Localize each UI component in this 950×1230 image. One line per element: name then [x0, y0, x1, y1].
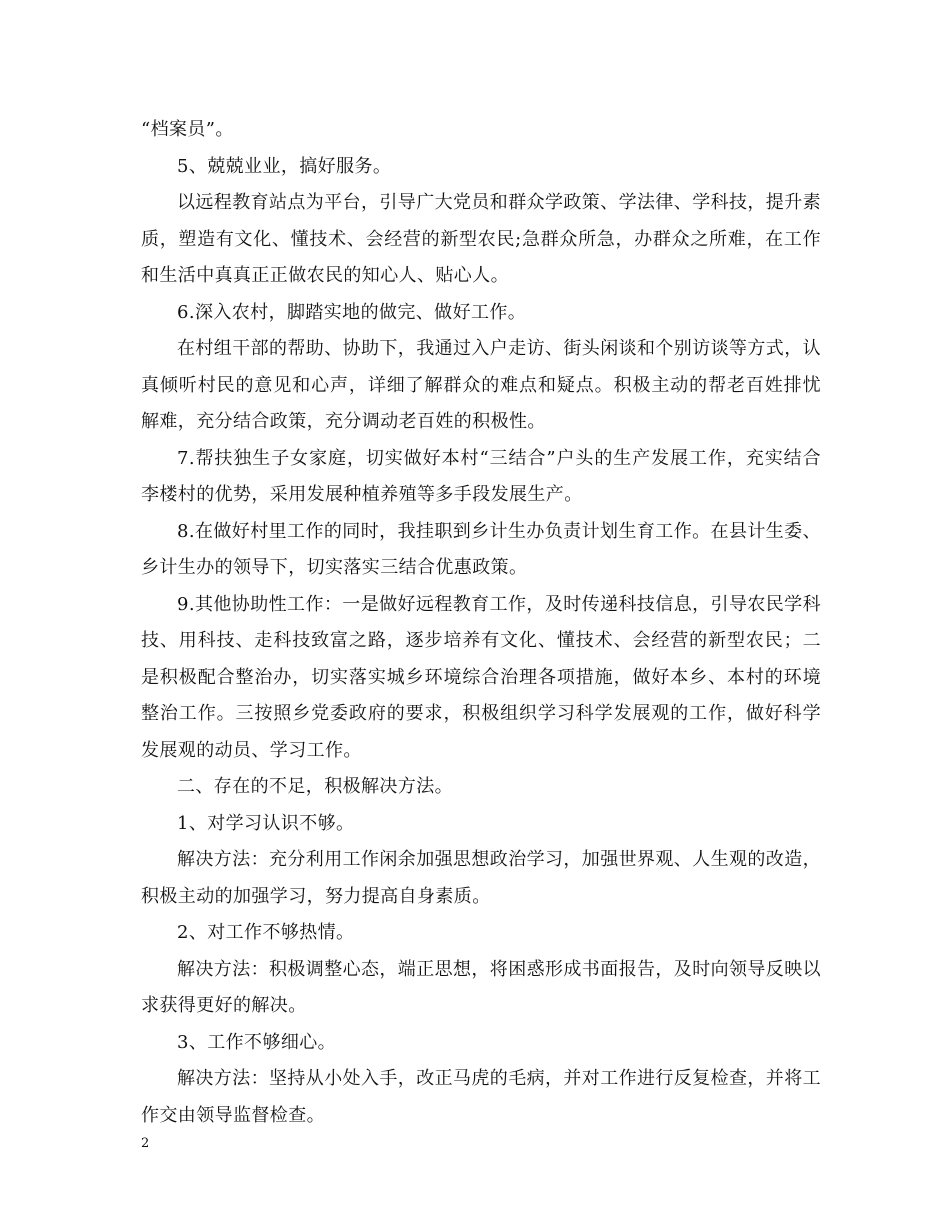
paragraph-heading-5: 5、兢兢业业，搞好服务。	[177, 155, 392, 177]
paragraph-issue-1: 1、对学习认识不够。	[177, 812, 355, 834]
paragraph-archivist: “档案员”。	[141, 119, 234, 140]
paragraph-issue-3: 3、工作不够细心。	[177, 1031, 337, 1053]
paragraph-item-9: 9.其他协助性工作：一是做好远程教育工作，及时传递科技信息，引导农民学科技、用科技、走科技致富之路，逐步培养有文化、懂技术、会经营的新型农民；二是积极配合整治办，切实落实城乡环境综合治理各项措施，做好本乡、本村的环境整治工作。三按照乡党委政府的要求，积极组织学习科学发展观的工作，做好科学发展观的动员、学习工作。	[141, 593, 821, 761]
paragraph-item-8: 8.在做好村里工作的同时，我挂职到乡计生办负责计划生育工作。在县计生委、乡计生办的领导下，切实落实三结合优惠政策。	[141, 520, 821, 578]
page-number: 2	[141, 1136, 150, 1151]
paragraph-issue-2: 2、对工作不够热情。	[177, 922, 355, 943]
paragraph-solution-1: 解决方法：充分利用工作闲余加强思想政治学习，加强世界观、人生观的改造，积极主动的加强学习，努力提高自身素质。	[141, 849, 821, 907]
paragraph-item-7: 7.帮扶独生子女家庭，切实做好本村“三结合”户头的生产发展工作，充实结合李楼村的优势，采用发展种植养殖等多手段发展生产。	[141, 447, 821, 505]
section-heading-shortcomings: 二、存在的不足，积极解决方法。	[177, 776, 453, 797]
paragraph-village-visits: 在村组干部的帮助、协助下，我通过入户走访、街头闲谈和个别访谈等方式，认真倾听村民的意见和心声，详细了解群众的难点和疑点。积极主动的帮老百姓排忧解难，充分结合政策，充分调动老百姓的积极性。	[141, 338, 821, 432]
paragraph-heading-6: 6.深入农村，脚踏实地的做完、做好工作。	[177, 301, 527, 323]
paragraph-solution-2: 解决方法：积极调整心态，端正思想，将困惑形成书面报告，及时向领导反映以求获得更好的解决。	[141, 958, 821, 1016]
paragraph-solution-3: 解决方法：坚持从小处入手，改正马虎的毛病，并对工作进行反复检查，并将工作交由领导监督检查。	[141, 1068, 821, 1126]
paragraph-remote-education: 以远程教育站点为平台，引导广大党员和群众学政策、学法律、学科技，提升素质，塑造有文化、懂技术、会经营的新型农民;急群众所急，办群众之所难，在工作和生活中真真正正做农民的知心人、贴心人。	[141, 192, 821, 286]
document-body	[141, 112, 821, 1134]
